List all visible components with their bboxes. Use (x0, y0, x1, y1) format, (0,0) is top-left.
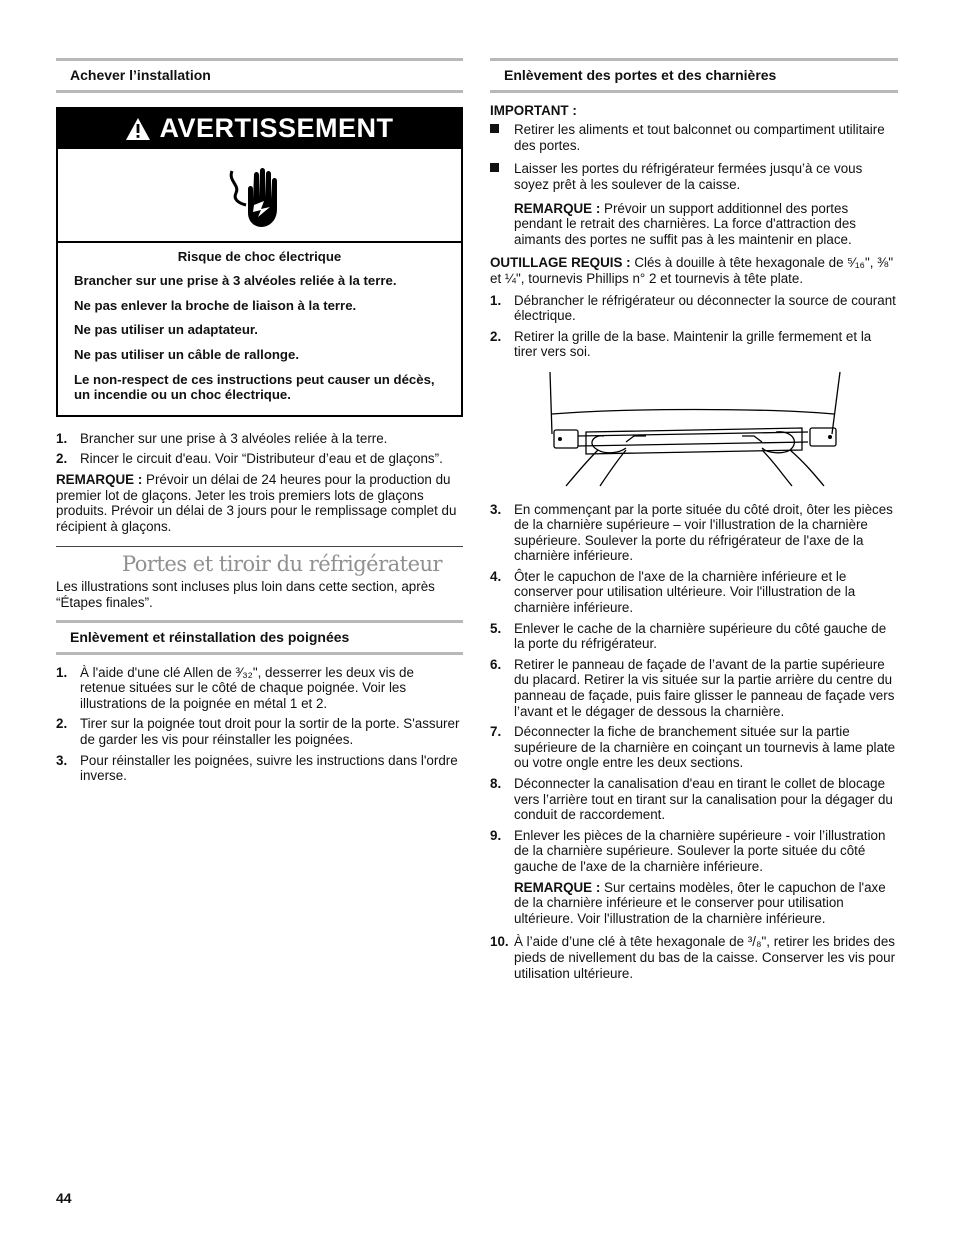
note-ice: REMARQUE : Prévoir un délai de 24 heures pour la production du premier lot de glaçons. Jeter les trois premiers lots de glaçons produits. Prévoir un délai de 3 jours pour le remplissage complet du récipient à glaçons. (56, 471, 457, 534)
note-capuchon: REMARQUE : Sur certains modèles, ôter le capuchon de l'axe de la charnière inférieure et le conserver pour utilisation ultérieure. Voir l'illustration de la charnière inférieure. (514, 879, 886, 926)
list-item: 1. Brancher sur une prise à 3 alvéoles reliée à la terre. (56, 430, 388, 446)
list-item: 2. Retirer la grille de la base. Maintenir la grille fermement et la tirer vers soi. (490, 328, 872, 360)
section-heading-portes: Enlèvement des portes et des charnières (490, 58, 898, 93)
warning-line: Brancher sur une prise à 3 alvéoles reliée à la terre. (74, 273, 397, 289)
list-item: Laisser les portes du réfrigérateur fermées jusqu’à ce vous soyez prêt à les soulever de la caisse. (490, 161, 898, 192)
right-column (490, 58, 898, 986)
warning-header (58, 109, 461, 149)
handle-steps (56, 665, 463, 784)
warning-line: Ne pas utiliser un câble de rallonge. (74, 346, 299, 362)
important-bullets (490, 122, 898, 192)
section-heading-poignees: Enlèvement et réinstallation des poignées (56, 620, 463, 655)
warning-triangle-icon (125, 117, 151, 141)
warning-line-risk: Risque de choc électrique (177, 248, 342, 264)
electric-shock-hand-icon (224, 159, 296, 231)
intro-text: Les illustrations sont incluses plus loin dans cette section, après “Étapes finales”. (56, 578, 435, 610)
door-steps-c (490, 934, 898, 981)
list-item: 9. Enlever les pièces de la charnière supérieure - voir l’illustration de la charnière supérieure. Soulever la porte située du côté gauche de l'axe de la charnière inférieure. (490, 827, 886, 874)
page-number: 44 (56, 1190, 72, 1206)
note-support: REMARQUE : Prévoir un support additionnel des portes pendant le retrait des charnières. La force d'attraction des aimants des portes ne suffit pas à les maintenir en place. (514, 200, 856, 247)
warning-line: Le non-respect de ces instructions peut causer un décès, un incendie ou un choc électrique. (74, 371, 435, 403)
base-grille-illustration (546, 370, 898, 492)
list-item: 2. Rincer le circuit d'eau. Voir “Distributeur d’eau et de glaçons”. (56, 451, 443, 467)
list-item: 2. Tirer sur la poignée tout droit pour la sortir de la porte. S'assurer de garder les vis pour réinstaller les poignées. (56, 716, 460, 748)
warning-line: Ne pas utiliser un adaptateur. (74, 322, 258, 338)
important-label: IMPORTANT : (490, 102, 577, 118)
section-heading-achever: Achever l’installation (56, 58, 463, 93)
warning-box (56, 107, 463, 417)
tools-required: OUTILLAGE REQUIS : Clés à douille à tête hexagonale de ⁵⁄₁₆", ⅜" et ¼", tournevis Phillips n° 2 et tournevis à tête plate. (490, 255, 894, 286)
list-item: Retirer les aliments et tout balconnet ou compartiment utilitaire des portes. (490, 122, 898, 153)
warning-title: AVERTISSEMENT (159, 112, 394, 143)
list-item: 8. Déconnecter la canalisation d'eau en tirant le collet de blocage vers l’arrière tout en tirant sur la canalisation pour la dégager du conduit de raccordement. (490, 776, 893, 823)
divider (56, 546, 463, 547)
list-item: 3. Pour réinstaller les poignées, suivre les instructions dans l'ordre inverse. (56, 752, 458, 784)
list-item: 1. À l'aide d'une clé Allen de ³⁄₃₂", desserrer les deux vis de retenue situées sur le côté de chaque poignée. Voir les illustrations de la poignée en métal 1 et 2. (56, 664, 414, 711)
list-item: 10. À l’aide d’une clé à tête hexagonale de ³/₈", retirer les brides des pieds de nivellement du bas de la caisse. Conserver les vis pour utilisation ultérieure. (490, 934, 896, 981)
list-item: 5. Enlever le cache de la charnière supérieure du côté gauche de la porte du réfrigérateur. (490, 620, 887, 652)
warning-line: Ne pas enlever la broche de liaison à la terre. (74, 297, 357, 313)
left-column (56, 58, 463, 789)
warning-text (58, 243, 461, 415)
warning-icon-area (58, 149, 461, 243)
install-steps (56, 431, 463, 467)
list-item: 3. En commençant par la porte située du côté droit, ôter les pièces de la charnière supérieure – voir l'illustration de la charnière supérieure. Soulever la porte du réfrigérateur de l'axe de la charnière inférieure. (490, 501, 893, 564)
chapter-title: Portes et tiroir du réfrigérateur (122, 552, 443, 577)
door-steps-b (490, 502, 898, 875)
door-steps-a (490, 293, 898, 360)
list-item: 7. Déconnecter la fiche de branchement située sur la partie supérieure de la charnière en coinçant un tournevis à lame plate ou votre ongle entre les deux sections. (490, 724, 896, 771)
list-item: 1. Débrancher le réfrigérateur ou déconnecter la source de courant électrique. (490, 292, 896, 324)
list-item: 4. Ôter le capuchon de l'axe de la charnière inférieure et le conserver pour utilisation ultérieure. Voir l'illustration de la charnière inférieure. (490, 568, 856, 616)
list-item: 6. Retirer le panneau de façade de l’avant de la partie supérieure du placard. Retirer la vis située sur la partie arrière du centre du panneau de façade, puis faire glisser le panneau de façade vers l’avant et le dégager de dessous la charnière. (490, 656, 895, 719)
